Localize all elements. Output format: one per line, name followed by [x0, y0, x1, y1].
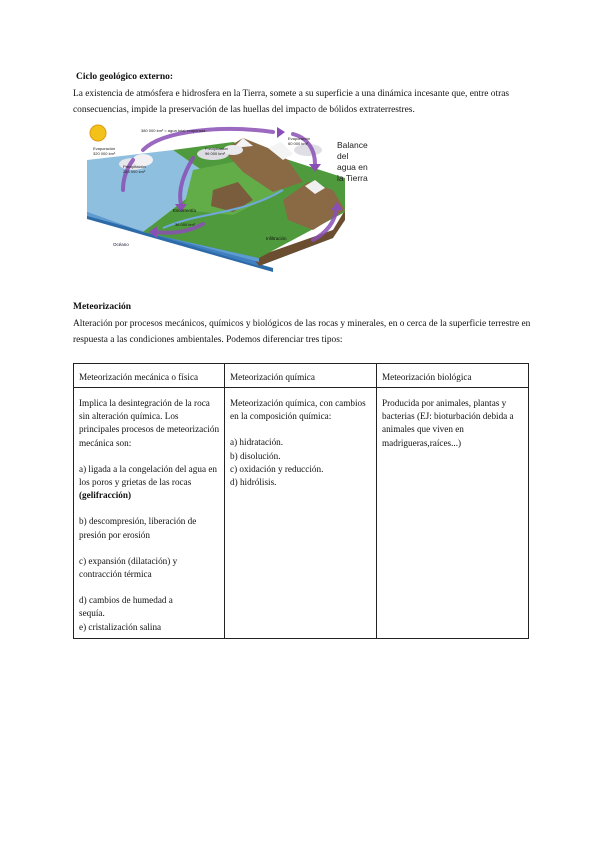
section-title-meteorizacion: Meteorización: [73, 302, 132, 312]
quimica-item-b: b) disolución.: [230, 450, 281, 461]
figure-caption-line-1: Balance: [337, 140, 368, 150]
diagram-top-label: 380 000 km³ = agua total evaporada: [141, 128, 206, 133]
figure-caption-line-2: del: [337, 151, 349, 161]
quimica-item-a: a) hidratación.: [230, 437, 284, 448]
cell-biologica: [377, 388, 529, 639]
weathering-types-table: [73, 363, 529, 639]
cell-quimica: [225, 388, 377, 639]
cell-mecanica: [74, 388, 225, 639]
section-intro-meteorizacion: Alteración por procesos mecánicos, químicos y biológicos de las rocas y minerales, en o cerca de la superficie terrestre en respuesta a las condiciones ambientales. Podemos diferenciar tres tipos:: [73, 319, 531, 345]
table-header-row: [74, 364, 529, 388]
gelifraccion-term: (gelifracción): [79, 490, 132, 501]
diagram-escorrentia-2: 36 000 km³: [175, 222, 196, 227]
diagram-escorrentia-1: Escorrentía: [173, 208, 197, 213]
water-cycle-diagram: [83, 120, 373, 272]
section-title-ciclo: Ciclo geológico externo:: [76, 72, 174, 82]
diagram-evap-right-1: Evaporación: [288, 136, 311, 141]
header-mecanica: Meteorización mecánica o física: [74, 364, 225, 388]
mecanica-intro: Implica la desintegración de la roca sin alteración química. Los principales procesos de meteorización mecánica son:: [79, 398, 220, 448]
diagram-precip-left-1: Precipitación: [123, 164, 146, 169]
biologica-text: Producida por animales, plantas y bacterias (EJ: bioturbación debida a animales que viven en madrigueras,raíces...): [382, 398, 514, 448]
header-biologica: Meteorización biológica: [377, 364, 529, 388]
mecanica-item-e: e) cristalización salina: [79, 621, 162, 632]
sun-icon: [90, 125, 106, 141]
mecanica-item-b: b) descompresión, liberación de presión por erosión: [79, 516, 197, 540]
diagram-oceano: Océano: [113, 242, 129, 247]
mecanica-item-a: a) ligada a la congelación del agua en los poros y grietas de las rocas (gelifracción): [79, 463, 217, 501]
mecanica-item-c: c) expansión (dilatación) y contracción térmica: [79, 555, 178, 580]
figure-caption-line-3: agua en: [337, 162, 368, 172]
diagram-infiltracion: Infiltración: [266, 236, 287, 241]
header-quimica: Meteorización química: [225, 364, 377, 388]
diagram-evap-left-1: Evaporación: [93, 146, 116, 151]
diagram-evap-right-2: 60 000 km³: [288, 141, 309, 146]
mecanica-item-d2: sequía.: [79, 608, 105, 619]
diagram-precip-left-2: 284 000 km³: [123, 169, 146, 174]
quimica-item-c: c) oxidación y reducción.: [230, 463, 324, 474]
section-intro-ciclo: La existencia de atmósfera e hidrosfera en la Tierra, somete a su superficie a una dinámica incesante que, entre otras consecuencias, impide la preservación de las huellas del impacto de bólidos extraterrestres.: [73, 89, 510, 115]
diagram-precip-right-1: Precipitación: [205, 146, 228, 151]
quimica-intro: Meteorización química, con cambios en la composición química:: [230, 398, 366, 422]
quimica-item-d: d) hidrólisis.: [230, 477, 277, 488]
diagram-evap-left-2: 320 000 km³: [93, 151, 116, 156]
diagram-precip-right-2: 96 000 km³: [205, 151, 226, 156]
table-row: [74, 388, 529, 639]
mecanica-item-d1: d) cambios de humedad a: [79, 595, 173, 606]
figure-caption-line-4: la Tierra: [337, 173, 368, 183]
